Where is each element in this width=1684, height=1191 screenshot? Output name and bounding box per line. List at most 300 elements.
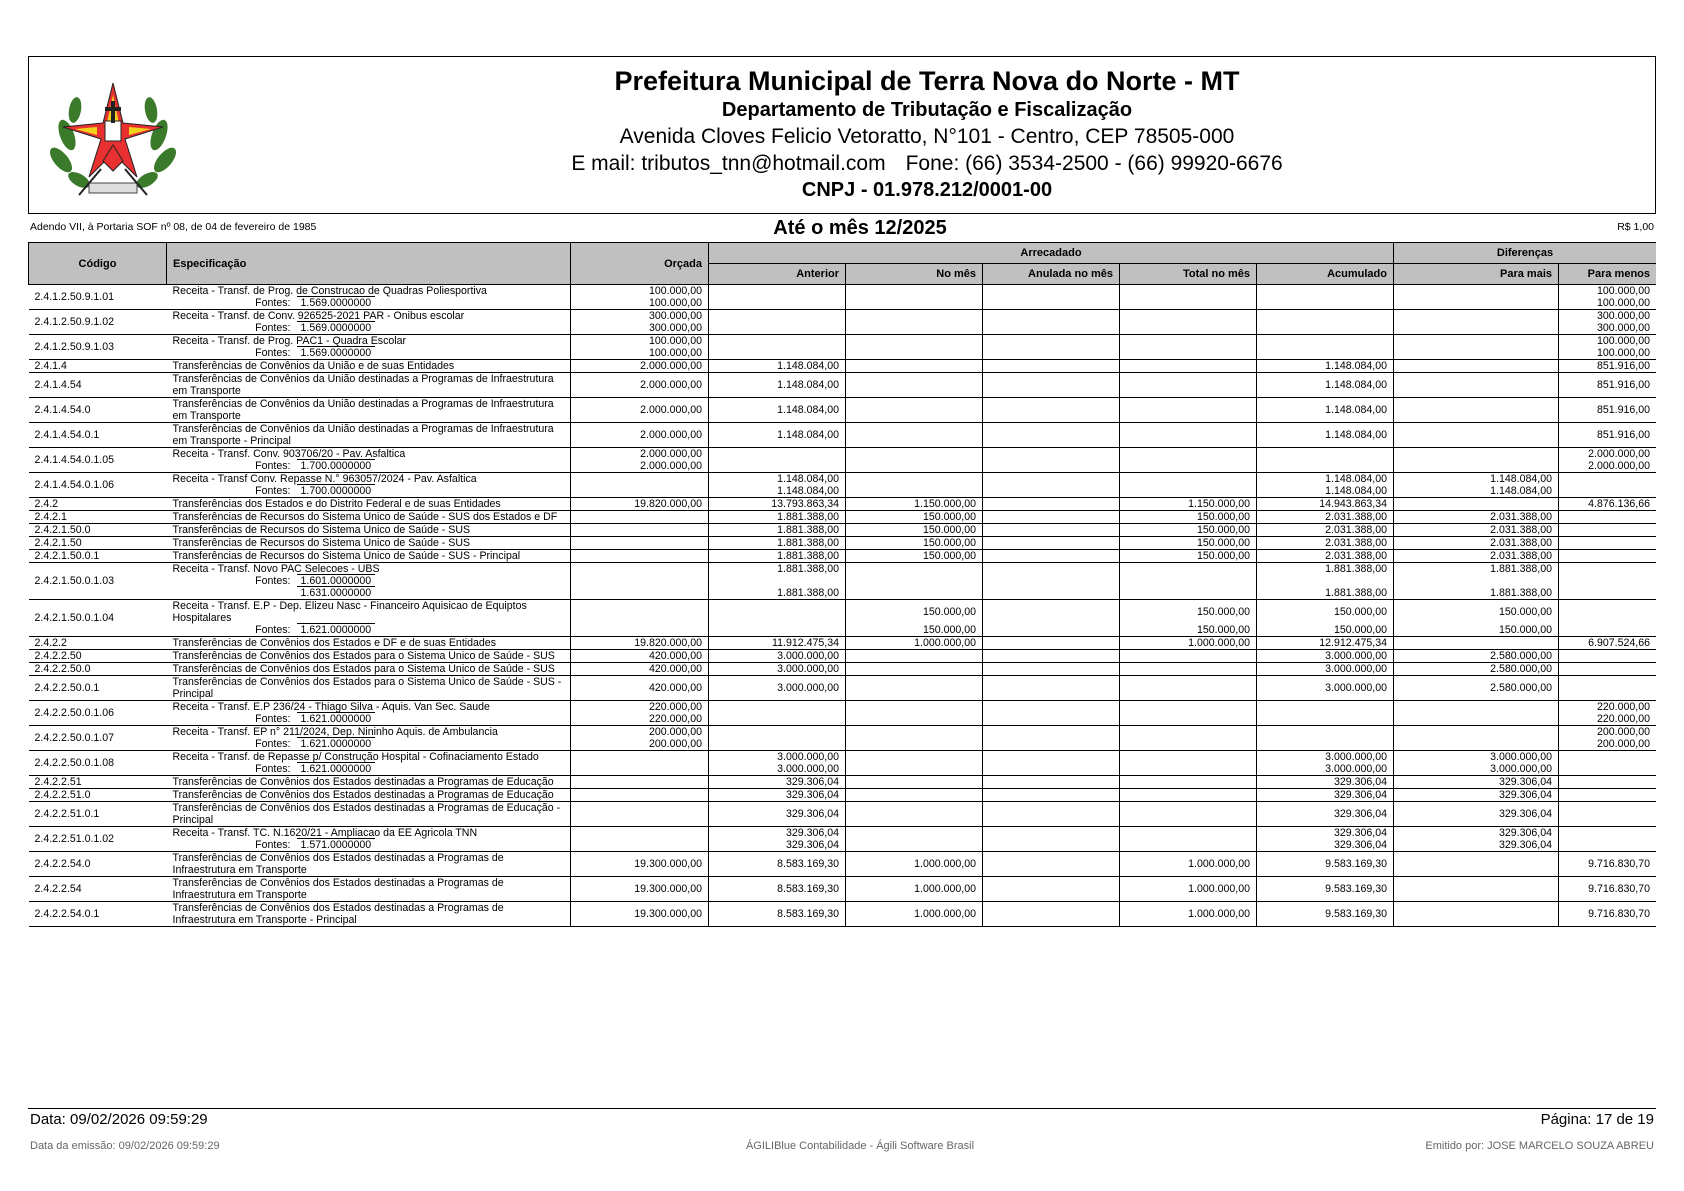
fontes-code: 1.569.0000000 xyxy=(297,296,376,309)
fontes-anulada xyxy=(983,839,1120,852)
table-row xyxy=(29,663,1657,676)
fontes-orcada: 100.000,00 xyxy=(571,347,709,360)
cell-total-mes xyxy=(1120,676,1257,701)
fontes-para-menos: 220.000,00 xyxy=(1559,713,1657,726)
col-header-orcada: Orçada xyxy=(571,243,709,285)
fontes-code: 1.631.0000000 xyxy=(297,586,376,599)
fontes-label: Fontes: xyxy=(255,839,291,851)
fontes-code: 1.569.0000000 xyxy=(297,321,376,334)
cell-anterior: 1.881.388,00 xyxy=(709,563,846,576)
fontes-no-mes xyxy=(846,485,983,498)
row-code: 2.4.2.2.51 xyxy=(29,776,167,789)
cell-orcada xyxy=(571,537,709,550)
cell-para-mais: 3.000.000,00 xyxy=(1394,751,1559,764)
cell-acumulado: 329.306,04 xyxy=(1257,776,1394,789)
row-specification: Transferências de Convênios dos Estados para o Sistema Único de Saúde - SUS xyxy=(167,650,571,663)
cell-orcada: 2.000.000,00 xyxy=(571,360,709,373)
cell-para-menos: 220.000,00 xyxy=(1559,701,1657,714)
col-header-para-menos: Para menos xyxy=(1559,264,1657,285)
fontes-anterior xyxy=(709,713,846,726)
fontes-anulada xyxy=(983,624,1120,637)
fontes-row xyxy=(29,587,1657,600)
cell-no-mes xyxy=(846,310,983,323)
fontes-anterior xyxy=(709,297,846,310)
cell-orcada xyxy=(571,511,709,524)
cell-anterior: 329.306,04 xyxy=(709,827,846,840)
cell-para-mais: 150.000,00 xyxy=(1394,600,1559,625)
cell-para-menos: 851.916,00 xyxy=(1559,373,1657,398)
row-code: 2.4.1.4.54.0 xyxy=(29,398,167,423)
cell-para-mais xyxy=(1394,423,1559,448)
cell-no-mes: 150.000,00 xyxy=(846,511,983,524)
row-specification: Transferências de Convênios dos Estados e DF e de suas Entidades xyxy=(167,637,571,650)
fontes-anulada xyxy=(983,460,1120,473)
report-table-container xyxy=(28,242,1656,1090)
cell-no-mes xyxy=(846,563,983,576)
fontes-acumulado xyxy=(1257,460,1394,473)
table-row xyxy=(29,726,1657,739)
cell-total-mes: 150.000,00 xyxy=(1120,524,1257,537)
fontes-row xyxy=(29,297,1657,310)
cell-para-mais: 2.031.388,00 xyxy=(1394,511,1559,524)
cell-acumulado: 9.583.169,30 xyxy=(1257,877,1394,902)
cell-para-mais xyxy=(1394,852,1559,877)
cell-anterior xyxy=(709,600,846,625)
fontes-row xyxy=(29,624,1657,637)
table-row xyxy=(29,751,1657,764)
department-name: Departamento de Tributação e Fiscalização xyxy=(721,99,1133,121)
cell-para-mais xyxy=(1394,373,1559,398)
row-code: 2.4.2.2.50.0.1.07 xyxy=(29,726,167,751)
fontes-para-mais: 150.000,00 xyxy=(1394,624,1559,637)
cell-total-mes: 1.000.000,00 xyxy=(1120,637,1257,650)
cell-anterior: 8.583.169,30 xyxy=(709,852,846,877)
row-code: 2.4.2.2.54.0 xyxy=(29,852,167,877)
cell-para-menos xyxy=(1559,650,1657,663)
row-specification: Transferências de Convênios da União destinadas a Programas de Infraestrutura em Transporte - Principal xyxy=(167,423,571,448)
fontes-acumulado xyxy=(1257,297,1394,310)
fontes-anulada xyxy=(983,297,1120,310)
fontes-cell xyxy=(167,322,571,335)
row-code: 2.4.2.1.50 xyxy=(29,537,167,550)
fontes-orcada: 100.000,00 xyxy=(571,297,709,310)
fontes-total-mes xyxy=(1120,485,1257,498)
cell-orcada: 220.000,00 xyxy=(571,701,709,714)
cell-anulada xyxy=(983,373,1120,398)
cell-anulada xyxy=(983,563,1120,576)
fontes-orcada xyxy=(571,763,709,776)
report-header xyxy=(28,56,1656,214)
cell-no-mes xyxy=(846,650,983,663)
row-code: 2.4.1.2.50.9.1.03 xyxy=(29,335,167,360)
row-code: 2.4.2.2.50.0 xyxy=(29,663,167,676)
cell-total-mes xyxy=(1120,310,1257,323)
cell-para-mais xyxy=(1394,448,1559,461)
col-header-especificacao: Especificação xyxy=(167,243,571,285)
cell-para-mais: 2.580.000,00 xyxy=(1394,676,1559,701)
cell-no-mes: 1.000.000,00 xyxy=(846,902,983,927)
fontes-label: Fontes: xyxy=(255,322,291,334)
cell-para-menos: 100.000,00 xyxy=(1559,335,1657,348)
cell-anterior: 8.583.169,30 xyxy=(709,877,846,902)
col-header-total-mes: Total no mês xyxy=(1120,264,1257,285)
fontes-orcada xyxy=(571,485,709,498)
cell-acumulado: 9.583.169,30 xyxy=(1257,902,1394,927)
cell-anterior: 13.793.863,34 xyxy=(709,498,846,511)
cell-para-menos: 9.716.830,70 xyxy=(1559,902,1657,927)
fontes-para-menos xyxy=(1559,763,1657,776)
fontes-row xyxy=(29,575,1657,587)
cell-acumulado: 1.148.084,00 xyxy=(1257,398,1394,423)
fontes-acumulado xyxy=(1257,575,1394,587)
row-code: 2.4.2.2.54.0.1 xyxy=(29,902,167,927)
cell-para-menos: 851.916,00 xyxy=(1559,360,1657,373)
fontes-total-mes: 150.000,00 xyxy=(1120,624,1257,637)
cell-total-mes xyxy=(1120,473,1257,486)
cell-no-mes: 150.000,00 xyxy=(846,600,983,625)
cell-orcada: 19.300.000,00 xyxy=(571,877,709,902)
cell-orcada: 300.000,00 xyxy=(571,310,709,323)
cell-anulada xyxy=(983,511,1120,524)
fontes-para-mais xyxy=(1394,460,1559,473)
cell-anulada xyxy=(983,726,1120,739)
fontes-total-mes xyxy=(1120,347,1257,360)
fontes-row xyxy=(29,460,1657,473)
cell-para-menos: 4.876.136,66 xyxy=(1559,498,1657,511)
cell-orcada: 19.820.000,00 xyxy=(571,498,709,511)
cell-para-menos xyxy=(1559,473,1657,486)
cell-orcada: 2.000.000,00 xyxy=(571,398,709,423)
fontes-orcada xyxy=(571,575,709,587)
row-specification: Transferências de Convênios dos Estados destinadas a Programas de Infraestrutura em Transporte xyxy=(167,877,571,902)
cell-para-mais xyxy=(1394,498,1559,511)
header-text xyxy=(209,65,1645,204)
fontes-label: Fontes: xyxy=(255,713,291,725)
system-name: ÁGILIBlue Contabilidade - Ágili Software Brasil xyxy=(745,1140,975,1152)
cell-total-mes xyxy=(1120,398,1257,423)
fontes-para-mais xyxy=(1394,575,1559,587)
row-code: 2.4.2.2.50.0.1.08 xyxy=(29,751,167,776)
fontes-para-mais xyxy=(1394,713,1559,726)
cell-no-mes xyxy=(846,285,983,298)
row-specification: Transferências de Convênios dos Estados destinadas a Programas de Educação xyxy=(167,789,571,802)
cell-total-mes xyxy=(1120,563,1257,576)
row-code: 2.4.1.4.54.0.1.05 xyxy=(29,448,167,473)
row-code: 2.4.2.1.50.0.1 xyxy=(29,550,167,563)
cell-anterior: 1.881.388,00 xyxy=(709,550,846,563)
phone: Fone: (66) 3534-2500 - (66) 99920-6676 xyxy=(905,152,1283,175)
row-specification: Receita - Transf. de Conv. 926525-2021 PAR - Onibus escolar xyxy=(167,310,571,323)
table-row xyxy=(29,877,1657,902)
cell-anterior xyxy=(709,285,846,298)
cell-anulada xyxy=(983,676,1120,701)
fontes-code: 1.700.0000000 xyxy=(297,484,376,497)
currency-unit: R$ 1,00 xyxy=(1617,221,1654,233)
fontes-no-mes xyxy=(846,322,983,335)
table-row xyxy=(29,852,1657,877)
cell-anterior: 3.000.000,00 xyxy=(709,751,846,764)
cell-anulada xyxy=(983,537,1120,550)
fontes-acumulado: 150.000,00 xyxy=(1257,624,1394,637)
period-title: Até o mês 12/2025 xyxy=(773,217,947,239)
cell-total-mes: 150.000,00 xyxy=(1120,511,1257,524)
cell-orcada: 200.000,00 xyxy=(571,726,709,739)
fontes-total-mes xyxy=(1120,575,1257,587)
fontes-acumulado: 329.306,04 xyxy=(1257,839,1394,852)
cell-no-mes xyxy=(846,676,983,701)
row-code: 2.4.2.2.54 xyxy=(29,877,167,902)
fontes-no-mes xyxy=(846,575,983,587)
cell-no-mes xyxy=(846,776,983,789)
cell-acumulado: 2.031.388,00 xyxy=(1257,524,1394,537)
row-specification: Transferências de Recursos do Sistema Único de Saúde - SUS - Principal xyxy=(167,550,571,563)
cell-acumulado xyxy=(1257,726,1394,739)
cell-total-mes xyxy=(1120,827,1257,840)
cell-total-mes xyxy=(1120,789,1257,802)
cell-anulada xyxy=(983,285,1120,298)
fontes-para-menos xyxy=(1559,839,1657,852)
cell-total-mes: 1.000.000,00 xyxy=(1120,877,1257,902)
cell-para-mais xyxy=(1394,637,1559,650)
col-header-anterior: Anterior xyxy=(709,264,846,285)
table-row xyxy=(29,511,1657,524)
cell-anterior xyxy=(709,335,846,348)
cell-total-mes: 1.000.000,00 xyxy=(1120,852,1257,877)
cell-anterior xyxy=(709,701,846,714)
fontes-code: 1.569.0000000 xyxy=(297,346,376,359)
cell-para-menos xyxy=(1559,802,1657,827)
fontes-code: 1.621.0000000 xyxy=(297,712,376,725)
cell-anulada xyxy=(983,448,1120,461)
cell-para-menos: 851.916,00 xyxy=(1559,423,1657,448)
cell-para-menos xyxy=(1559,550,1657,563)
cell-no-mes xyxy=(846,423,983,448)
cell-orcada xyxy=(571,600,709,625)
fontes-para-menos xyxy=(1559,575,1657,587)
fontes-anulada xyxy=(983,587,1120,600)
cell-anterior: 11.912.475,34 xyxy=(709,637,846,650)
cell-anterior: 329.306,04 xyxy=(709,789,846,802)
cell-anulada xyxy=(983,398,1120,423)
cell-anulada xyxy=(983,827,1120,840)
cell-no-mes xyxy=(846,751,983,764)
cell-acumulado: 3.000.000,00 xyxy=(1257,751,1394,764)
fontes-total-mes xyxy=(1120,839,1257,852)
cell-acumulado: 14.943.863,34 xyxy=(1257,498,1394,511)
cell-para-menos xyxy=(1559,789,1657,802)
cell-anterior: 1.148.084,00 xyxy=(709,398,846,423)
row-code: 2.4.1.4.54.0.1.06 xyxy=(29,473,167,498)
cell-anulada xyxy=(983,877,1120,902)
cell-no-mes xyxy=(846,802,983,827)
row-specification: Receita - Transf. Novo PAC Selecoes - UBS xyxy=(167,563,571,576)
fontes-no-mes xyxy=(846,713,983,726)
cell-orcada xyxy=(571,524,709,537)
fontes-anulada xyxy=(983,347,1120,360)
fontes-acumulado: 1.148.084,00 xyxy=(1257,485,1394,498)
table-row xyxy=(29,310,1657,323)
fontes-para-menos: 300.000,00 xyxy=(1559,322,1657,335)
row-code: 2.4.2.2.51.0.1 xyxy=(29,802,167,827)
fontes-row xyxy=(29,485,1657,498)
col-header-anulada: Anulada no mês xyxy=(983,264,1120,285)
cell-total-mes xyxy=(1120,776,1257,789)
fontes-cell xyxy=(167,738,571,751)
fontes-para-mais: 1.881.388,00 xyxy=(1394,587,1559,600)
cell-total-mes xyxy=(1120,726,1257,739)
cell-para-menos xyxy=(1559,524,1657,537)
cell-para-mais xyxy=(1394,701,1559,714)
cell-para-mais: 329.306,04 xyxy=(1394,827,1559,840)
cell-orcada xyxy=(571,550,709,563)
cell-acumulado: 12.912.475,34 xyxy=(1257,637,1394,650)
cell-no-mes: 150.000,00 xyxy=(846,524,983,537)
fontes-anulada xyxy=(983,738,1120,751)
cell-para-menos: 200.000,00 xyxy=(1559,726,1657,739)
table-row xyxy=(29,524,1657,537)
table-row xyxy=(29,827,1657,840)
fontes-acumulado xyxy=(1257,347,1394,360)
cell-no-mes: 1.000.000,00 xyxy=(846,852,983,877)
row-specification: Transferências de Recursos do Sistema Único de Saúde - SUS xyxy=(167,537,571,550)
table-row xyxy=(29,448,1657,461)
fontes-anterior: 1.148.084,00 xyxy=(709,485,846,498)
cell-no-mes xyxy=(846,663,983,676)
cell-para-mais: 2.580.000,00 xyxy=(1394,650,1559,663)
row-specification: Transferências de Convênios da União destinadas a Programas de Infraestrutura em Transporte xyxy=(167,398,571,423)
fontes-orcada xyxy=(571,587,709,600)
cell-para-menos: 6.907.524,66 xyxy=(1559,637,1657,650)
cell-para-mais xyxy=(1394,902,1559,927)
cell-acumulado: 1.148.084,00 xyxy=(1257,373,1394,398)
cell-no-mes xyxy=(846,726,983,739)
row-code: 2.4.2.2.50.0.1.06 xyxy=(29,701,167,726)
cell-orcada: 100.000,00 xyxy=(571,335,709,348)
cnpj: CNPJ - 01.978.212/0001-00 xyxy=(801,179,1053,201)
row-code: 2.4.2.2.50.0.1 xyxy=(29,676,167,701)
cell-acumulado: 3.000.000,00 xyxy=(1257,663,1394,676)
cell-anterior: 329.306,04 xyxy=(709,802,846,827)
cell-acumulado: 2.031.388,00 xyxy=(1257,550,1394,563)
cell-anterior: 1.148.084,00 xyxy=(709,423,846,448)
cell-total-mes xyxy=(1120,360,1257,373)
table-row xyxy=(29,537,1657,550)
row-code: 2.4.1.4.54 xyxy=(29,373,167,398)
row-specification: Transferências de Convênios dos Estados destinadas a Programas de Infraestrutura em Transporte - Principal xyxy=(167,902,571,927)
cell-para-mais: 329.306,04 xyxy=(1394,789,1559,802)
cell-anterior: 329.306,04 xyxy=(709,776,846,789)
municipal-coat-of-arms-icon xyxy=(39,65,187,207)
table-row xyxy=(29,902,1657,927)
fontes-code: 1.621.0000000 xyxy=(297,623,376,636)
row-specification: Receita - Transf. EP n° 211/2024, Dep. Nininho Aquis. de Ambulancia xyxy=(167,726,571,739)
fontes-para-mais xyxy=(1394,297,1559,310)
cell-para-menos xyxy=(1559,751,1657,764)
fontes-acumulado: 1.881.388,00 xyxy=(1257,587,1394,600)
row-code: 2.4.2.1.50.0.1.04 xyxy=(29,600,167,637)
cell-acumulado: 1.148.084,00 xyxy=(1257,423,1394,448)
cell-para-mais: 1.148.084,00 xyxy=(1394,473,1559,486)
cell-acumulado xyxy=(1257,701,1394,714)
fontes-acumulado xyxy=(1257,738,1394,751)
email: E mail: tributos_tnn@hotmail.com xyxy=(571,152,886,175)
cell-no-mes xyxy=(846,398,983,423)
fontes-row xyxy=(29,322,1657,335)
fontes-acumulado xyxy=(1257,322,1394,335)
cell-total-mes xyxy=(1120,650,1257,663)
cell-total-mes xyxy=(1120,751,1257,764)
cell-acumulado: 1.881.388,00 xyxy=(1257,563,1394,576)
fontes-orcada: 220.000,00 xyxy=(571,713,709,726)
cell-anulada xyxy=(983,498,1120,511)
table-row xyxy=(29,650,1657,663)
fontes-label: Fontes: xyxy=(255,575,291,587)
fontes-orcada xyxy=(571,839,709,852)
cell-no-mes: 1.000.000,00 xyxy=(846,877,983,902)
row-code: 2.4.2.2.51.0 xyxy=(29,789,167,802)
fontes-code: 1.621.0000000 xyxy=(297,737,376,750)
cell-para-mais xyxy=(1394,310,1559,323)
cell-anterior: 8.583.169,30 xyxy=(709,902,846,927)
cell-anulada xyxy=(983,473,1120,486)
cell-orcada: 100.000,00 xyxy=(571,285,709,298)
cell-anulada xyxy=(983,423,1120,448)
table-row xyxy=(29,802,1657,827)
fontes-para-mais: 329.306,04 xyxy=(1394,839,1559,852)
row-specification: Receita - Transf. TC. N.1620/21 - Ampliacao da EE Agricola TNN xyxy=(167,827,571,840)
cell-acumulado: 2.031.388,00 xyxy=(1257,537,1394,550)
cell-total-mes: 150.000,00 xyxy=(1120,550,1257,563)
fontes-no-mes xyxy=(846,460,983,473)
cell-para-menos: 2.000.000,00 xyxy=(1559,448,1657,461)
fontes-para-menos: 200.000,00 xyxy=(1559,738,1657,751)
issued-by: Emitido por: JOSE MARCELO SOUZA ABREU xyxy=(1425,1140,1654,1152)
fontes-anulada xyxy=(983,485,1120,498)
cell-orcada xyxy=(571,789,709,802)
cell-para-menos xyxy=(1559,776,1657,789)
fontes-code: 1.571.0000000 xyxy=(297,838,376,851)
cell-anulada xyxy=(983,310,1120,323)
cell-para-menos: 100.000,00 xyxy=(1559,285,1657,298)
row-code: 2.4.1.2.50.9.1.01 xyxy=(29,285,167,310)
cell-total-mes xyxy=(1120,335,1257,348)
revenue-table xyxy=(28,242,1656,927)
fontes-acumulado xyxy=(1257,713,1394,726)
cell-orcada xyxy=(571,751,709,764)
row-code: 2.4.2.2.51.0.1.02 xyxy=(29,827,167,852)
cell-para-menos xyxy=(1559,511,1657,524)
fontes-anterior: 329.306,04 xyxy=(709,839,846,852)
row-specification: Transferências de Convênios da União e de suas Entidades xyxy=(167,360,571,373)
cell-orcada xyxy=(571,802,709,827)
cell-no-mes xyxy=(846,335,983,348)
cell-orcada xyxy=(571,776,709,789)
cell-para-menos: 9.716.830,70 xyxy=(1559,877,1657,902)
fontes-label: Fontes: xyxy=(255,738,291,750)
row-code: 2.4.1.4.54.0.1 xyxy=(29,423,167,448)
cell-no-mes xyxy=(846,448,983,461)
fontes-anterior: 1.881.388,00 xyxy=(709,587,846,600)
row-specification: Transferências de Convênios dos Estados para o Sistema Único de Saúde - SUS xyxy=(167,663,571,676)
table-row xyxy=(29,789,1657,802)
cell-anulada xyxy=(983,701,1120,714)
cell-para-mais xyxy=(1394,726,1559,739)
cell-para-menos: 300.000,00 xyxy=(1559,310,1657,323)
cell-orcada: 2.000.000,00 xyxy=(571,448,709,461)
fontes-anulada xyxy=(983,322,1120,335)
cell-orcada xyxy=(571,563,709,576)
row-specification: Receita - Transf. E.P 236/24 - Thiago Silva - Aquis. Van Sec. Saude xyxy=(167,701,571,714)
